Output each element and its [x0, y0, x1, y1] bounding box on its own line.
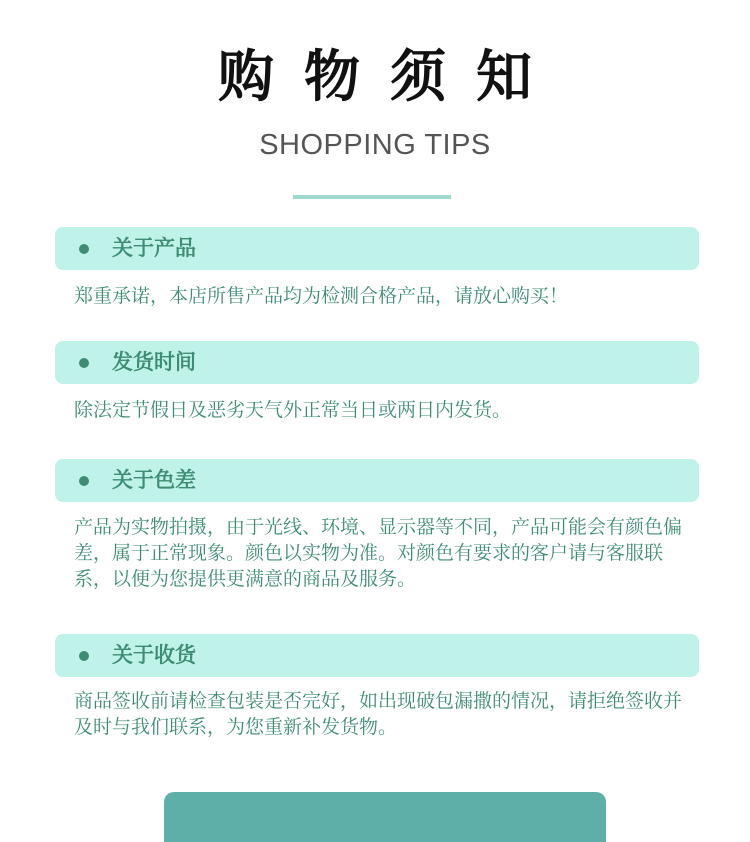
bullet-icon: [79, 651, 89, 661]
section-header-product: [55, 227, 699, 270]
section-title: 关于产品: [112, 236, 196, 260]
section-header-color-difference: [55, 459, 699, 502]
bullet-icon: [79, 244, 89, 254]
section-header-shipping-time: [55, 341, 699, 384]
section-body: 产品为实物拍摄，由于光线、环境、显示器等不同，产品可能会有颜色偏差，属于正常现象。颜色以实物为准。对颜色有要求的客户请与客服联系，以便为您提供更满意的商品及服务。: [74, 516, 683, 590]
section-body: 郑重承诺，本店所售产品均为检测合格产品，请放心购买！: [74, 285, 569, 307]
title-divider: [293, 195, 451, 199]
page-title: 购物须知: [218, 45, 562, 110]
bullet-icon: [79, 476, 89, 486]
bottom-button[interactable]: [164, 792, 606, 842]
section-body: 除法定节假日及恶劣天气外正常当日或两日内发货。: [74, 399, 512, 421]
section-header-receiving: [55, 634, 699, 677]
bullet-icon: [79, 358, 89, 368]
section-title: 发货时间: [112, 350, 196, 374]
section-body: 商品签收前请检查包装是否完好，如出现破包漏撒的情况，请拒绝签收并及时与我们联系，为您重新补发货物。: [74, 690, 683, 738]
page-subtitle: SHOPPING TIPS: [259, 129, 491, 161]
section-title: 关于收货: [112, 643, 196, 667]
section-title: 关于色差: [112, 468, 196, 492]
